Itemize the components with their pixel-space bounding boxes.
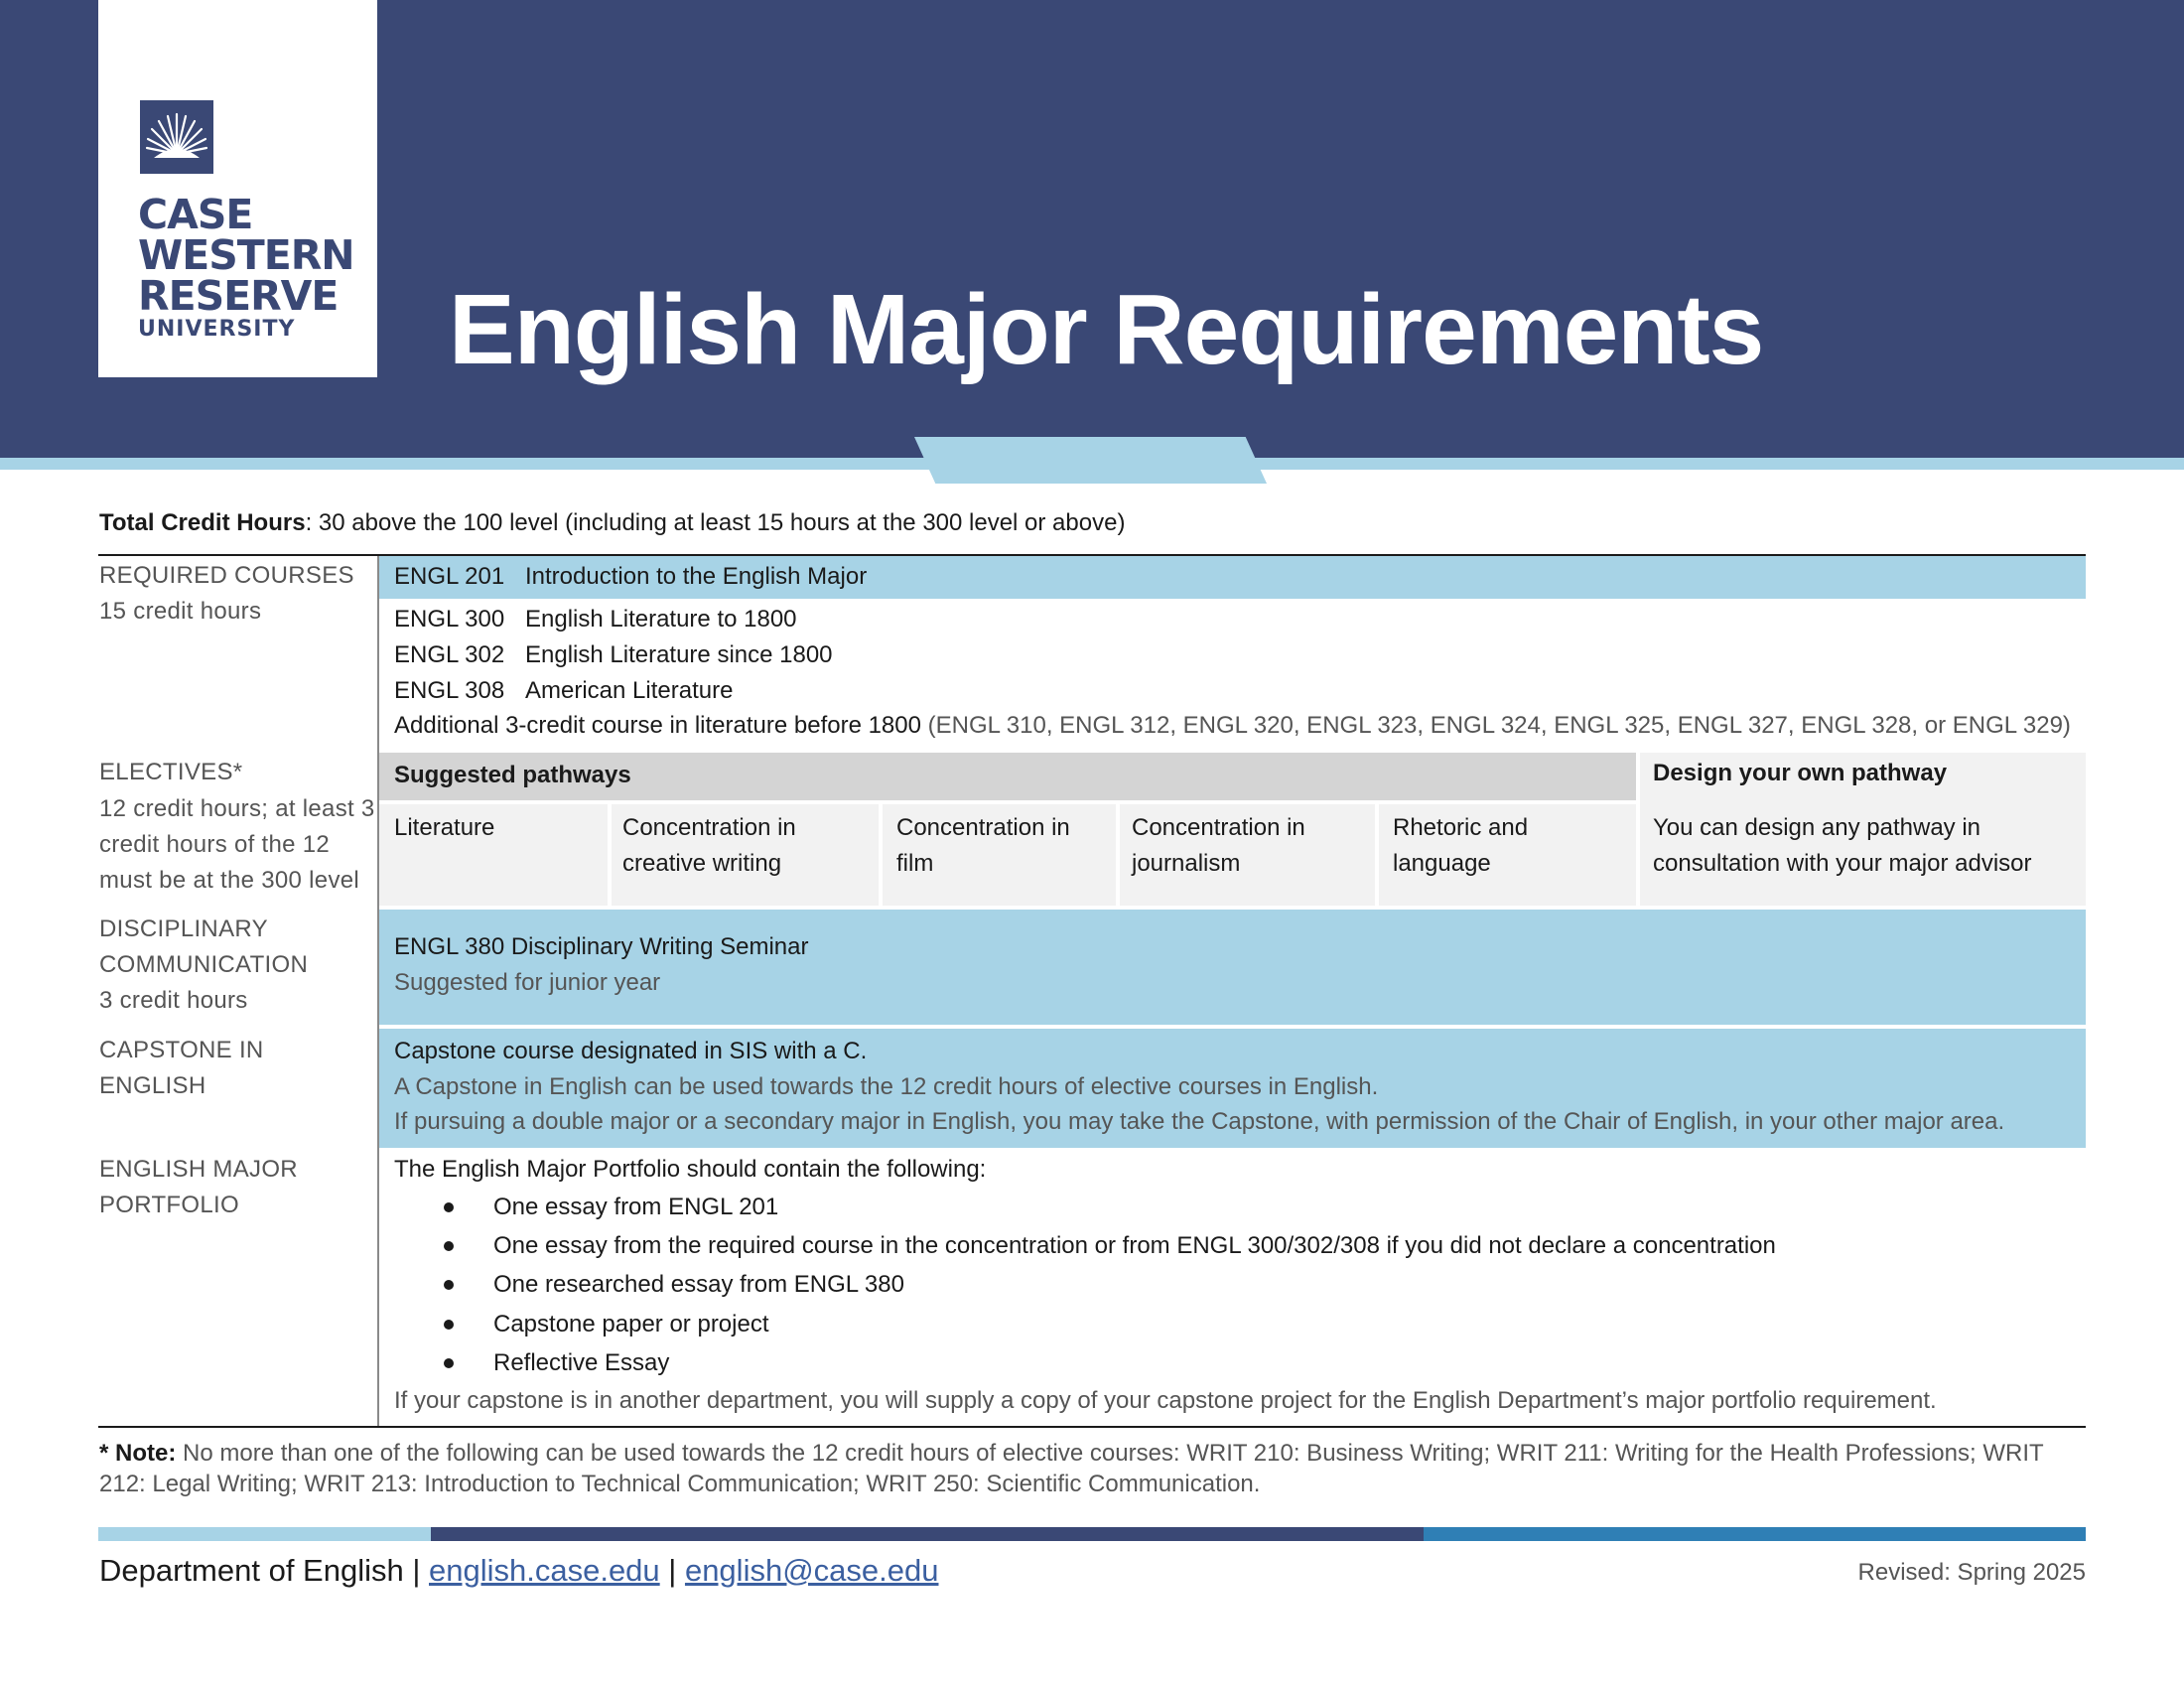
portfolio-item: One essay from ENGL 201	[493, 1194, 779, 1220]
total-text: : 30 above the 100 level (including at least 15 hours at the 300 level or above)	[305, 509, 1126, 536]
footer-separator: |	[403, 1553, 429, 1588]
portfolio-item: One essay from the required course in the concentration or from ENGL 300/302/308 if you did not declare a concentration	[493, 1232, 1776, 1259]
course-code: ENGL 201	[394, 563, 505, 590]
electives-note	[99, 1438, 2085, 1499]
course-title: English Literature to 1800	[525, 606, 797, 633]
required-first-course	[394, 559, 867, 595]
bullet-icon	[444, 1241, 454, 1251]
portfolio-item: Reflective Essay	[493, 1349, 670, 1376]
note-label: * Note:	[99, 1440, 177, 1467]
electives-sub-1: 12 credit hours; at least 3	[99, 795, 375, 822]
required-label: REQUIRED COURSES	[99, 562, 354, 589]
header-tab-accent	[914, 437, 1267, 484]
pathway-literature: Literature	[394, 814, 495, 841]
capstone-line-1: A Capstone in English can be used towards the 12 credit hours of elective courses in English.	[394, 1073, 1379, 1100]
course-title: English Literature since 1800	[525, 641, 833, 668]
capstone-line-2: If pursuing a double major or a secondary major in English, you may take the Capstone, with permission of the Chair of English, in your other major area.	[394, 1108, 2005, 1135]
footer-bar-blue	[1424, 1527, 2086, 1541]
portfolio-item: One researched essay from ENGL 380	[493, 1271, 904, 1298]
capstone-label-1: CAPSTONE IN	[99, 1037, 264, 1063]
total-label: Total Credit Hours	[99, 509, 306, 536]
pathway-film-1: Concentration in	[896, 814, 1070, 841]
footer-bar-navy	[431, 1527, 1424, 1541]
footer-contact	[99, 1551, 938, 1591]
disciplinary-label-1: DISCIPLINARY	[99, 915, 268, 942]
capstone-label-2: ENGLISH	[99, 1072, 206, 1099]
course-code: ENGL 302	[394, 641, 505, 668]
required-course-row	[394, 637, 833, 673]
bullet-icon	[444, 1202, 454, 1212]
logo-word-case: CASE	[138, 191, 253, 238]
course-title: American Literature	[525, 677, 734, 704]
pathway-film-2: film	[896, 850, 934, 877]
electives-sub-3: must be at the 300 level	[99, 867, 360, 894]
electives-label: ELECTIVES*	[99, 759, 243, 785]
pathway-rhetoric-1: Rhetoric and	[1393, 814, 1529, 841]
footer-dept: Department of English	[99, 1553, 404, 1588]
logo-word-university: UNIVERSITY	[138, 317, 296, 342]
design-pathway-text-1: You can design any pathway in	[1653, 814, 1981, 841]
additional-main: Additional 3-credit course in literature before 1800	[394, 712, 921, 739]
design-pathway-title: Design your own pathway	[1653, 760, 1948, 786]
required-course-row	[394, 673, 733, 709]
table-bottom-rule	[98, 1426, 2086, 1428]
portfolio-label-1: ENGLISH MAJOR	[99, 1156, 298, 1183]
design-pathway-text-2: consultation with your major advisor	[1653, 850, 2032, 877]
page-title: English Major Requirements	[449, 274, 1764, 385]
total-credit-hours	[99, 509, 1125, 537]
revised-date: Revised: Spring 2025	[1857, 1559, 2086, 1586]
logo-word-reserve: RESERVE	[138, 272, 339, 320]
portfolio-label-2: PORTFOLIO	[99, 1192, 239, 1218]
electives-sub-2: credit hours of the 12	[99, 831, 331, 858]
suggested-pathways-title: Suggested pathways	[394, 762, 631, 788]
required-additional	[394, 708, 2071, 744]
note-text: No more than one of the following can be used towards the 12 credit hours of elective courses: WRIT 210: Business Writing; WRIT 211: Writing for the Health Professions; WRIT 212: Legal Writing; WRIT 213: Introduction to Technical Communication; WRIT 250: Scientific Communication.	[99, 1440, 2044, 1497]
pathway-journalism-2: journalism	[1132, 850, 1241, 877]
course-code: ENGL 308	[394, 677, 505, 704]
footer-bar-light	[98, 1527, 431, 1541]
required-course-row	[394, 602, 797, 637]
course-code: ENGL 300	[394, 606, 505, 633]
footer-separator: |	[659, 1553, 685, 1588]
pathway-rhetoric-2: language	[1393, 850, 1491, 877]
disciplinary-note: Suggested for junior year	[394, 969, 661, 996]
bullet-icon	[444, 1358, 454, 1368]
disciplinary-sub: 3 credit hours	[99, 987, 248, 1014]
capstone-head: Capstone course designated in SIS with a C.	[394, 1038, 868, 1064]
portfolio-head: The English Major Portfolio should contain the following:	[394, 1156, 987, 1183]
bullet-icon	[444, 1280, 454, 1290]
website-link[interactable]: english.case.edu	[429, 1553, 660, 1588]
pathway-creative-writing-2: creative writing	[622, 850, 782, 877]
course-title: Introduction to the English Major	[525, 563, 868, 590]
sunburst-icon	[140, 100, 213, 174]
university-logo	[98, 0, 377, 377]
required-sub: 15 credit hours	[99, 598, 262, 625]
pathway-creative-writing-1: Concentration in	[622, 814, 796, 841]
additional-list: (ENGL 310, ENGL 312, ENGL 320, ENGL 323, ENGL 324, ENGL 325, ENGL 327, ENGL 328, or ENGL 329)	[920, 712, 2071, 739]
pathway-journalism-1: Concentration in	[1132, 814, 1305, 841]
logo-word-western: WESTERN	[138, 231, 354, 279]
portfolio-item: Capstone paper or project	[493, 1311, 769, 1337]
disciplinary-label-2: COMMUNICATION	[99, 951, 309, 978]
disciplinary-course: ENGL 380 Disciplinary Writing Seminar	[394, 933, 809, 960]
email-link[interactable]: english@case.edu	[684, 1553, 939, 1588]
portfolio-footer: If your capstone is in another department, you will supply a copy of your capstone project for the English Department’s major portfolio requirement.	[394, 1387, 1937, 1414]
bullet-icon	[444, 1320, 454, 1330]
